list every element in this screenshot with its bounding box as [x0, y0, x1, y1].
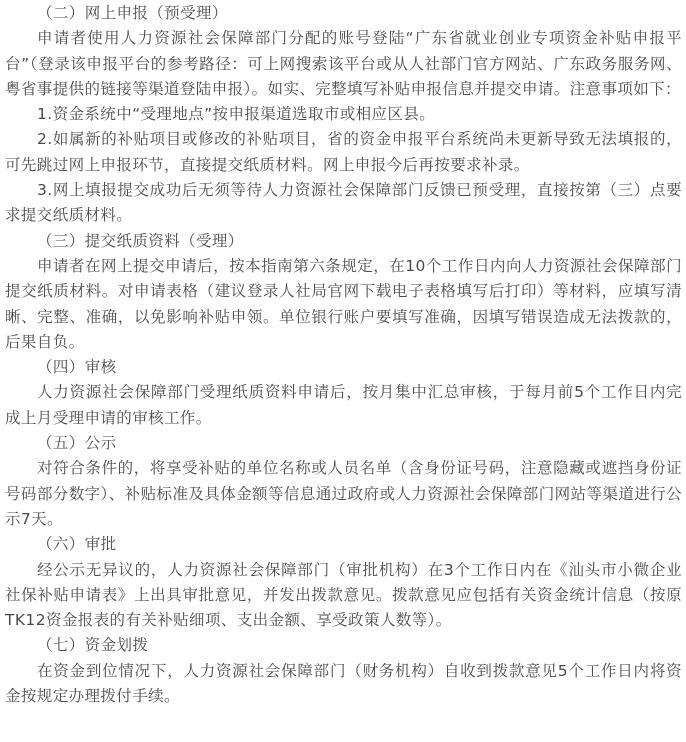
section-heading-publicity: （五）公示 — [37, 434, 117, 453]
paragraph-online-declaration: 申请者使用人力资源社会保障部门分配的账号登陆“广东省就业创业专项资金补贴申报平台”（登录该申报平台的参考路径：可上网搜索该平台或从人社部门官方网站、广东政务服务网、粤省事提供的链接等渠道登陆申报）。如实、完整填写补贴申报信息并提交申请。注意事项如下： — [5, 29, 682, 98]
note-item-3: 3.网上填报提交成功后无须等待人力资源社会保障部门反馈已预受理，直接按第（三）点要求提交纸质材料。 — [5, 181, 682, 225]
paragraph-approval: 经公示无异议的，人力资源社会保障部门（审批机构）在3个工作日内在《汕头市小微企业社保补贴申请表》上出具审批意见，并发出拨款意见。拨款意见应包括有关资金统计信息（按原TK12资金报表的有关补贴细项、支出金额、享受政策人数等）。 — [5, 560, 682, 630]
section-heading-online-declaration: （二）网上申报（预受理） — [37, 4, 228, 22]
section-heading-approval: （六）审批 — [37, 535, 117, 554]
section-heading-paper-materials: （三）提交纸质资料（受理） — [37, 231, 244, 250]
paragraph-paper-materials: 申请者在网上提交申请后，按本指南第六条规定，在10个工作日内向人力资源社会保障部门提交纸质材料。对申请表格（建议登录人社局官网下载电子表格填写后打印）等材料，应填写清晰、完整、准确，以免影响补贴申领。单位银行账户要填写准确，因填写错误造成无法拨款的，后果自负。 — [5, 256, 682, 351]
section-heading-fund-transfer: （七）资金划拨 — [37, 636, 149, 655]
paragraph-publicity: 对符合条件的，将享受补贴的单位名称或人员名单（含身份证号码，注意隐藏或遮挡身份证号码部分数字）、补贴标准及具体金额等信息通过政府或人力资源社会保障部门网站等渠道进行公示7天。 — [5, 459, 682, 528]
paragraph-review: 人力资源社会保障部门受理纸质资料申请后，按月集中汇总审核，于每月前5个工作日内完成上月受理申请的审核工作。 — [5, 383, 682, 427]
section-heading-review: （四）审核 — [37, 358, 117, 377]
note-item-2: 2.如属新的补贴项目或修改的补贴项目，省的资金申报平台系统尚未更新导致无法填报的，可先跳过网上申报环节，直接提交纸质材料。网上申报今后再按要求补录。 — [5, 130, 682, 174]
paragraph-fund-transfer: 在资金到位情况下，人力资源社会保障部门（财务机构）自收到拨款意见5个工作日内将资金按规定办理拨付手续。 — [5, 661, 682, 706]
note-item-1: 1.资金系统中“受理地点”按申报渠道选取市或相应区县。 — [37, 105, 436, 124]
